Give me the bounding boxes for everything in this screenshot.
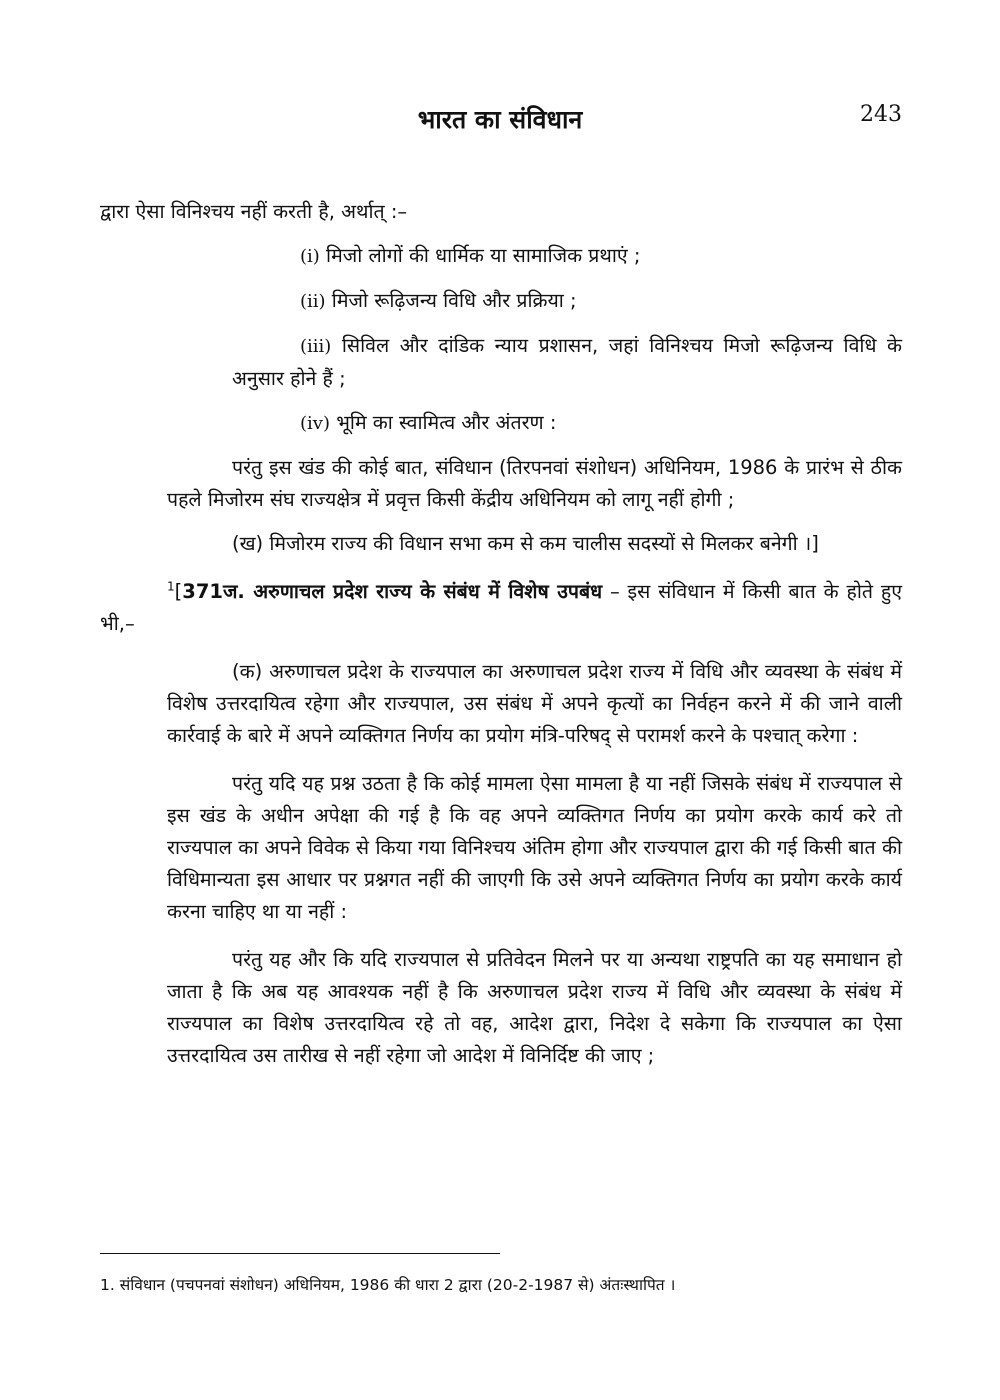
list-item-text: मिजो लोगों की धार्मिक या सामाजिक प्रथाएं ; xyxy=(326,244,641,267)
footnote: 1. संविधान (पचपनवां संशोधन) अधिनियम, 1986 की धारा 2 द्वारा (20-2-1987 से) अंतःस्थापित । xyxy=(100,1276,676,1294)
list-item-text: सिविल और दांडिक न्याय प्रशासन, जहां विनिश्चय मिजो रूढ़िजन्य विधि के अनुसार होने हैं ; xyxy=(232,334,902,390)
proviso-paragraph: परंतु इस खंड की कोई बात, संविधान (तिरपनवां संशोधन) अधिनियम, 1986 के प्रारंभ से ठीक पहले मिजोरम संघ राज्यक्षेत्र में प्रवृत्त किसी केंद्रीय अधिनियम को लागू नहीं होगी ; xyxy=(167,456,902,511)
list-item xyxy=(100,330,902,395)
section-heading: 371ज. अरुणाचल प्रदेश राज्य के संबंध में विशेष उपबंध xyxy=(182,580,603,603)
page-number: 243 xyxy=(860,102,902,127)
list-item-text: मिजो रूढ़िजन्य विधि और प्रक्रिया ; xyxy=(331,289,577,312)
page-body xyxy=(100,196,902,1072)
proviso-paragraph-2: परंतु यदि यह प्रश्न उठता है कि कोई मामला ऐसा मामला है या नहीं जिसके संबंध में राज्यपाल से इस खंड के अधीन अपेक्षा की गई है कि वह अपने व्यक्तिगत निर्णय का प्रयोग करके कार्य करे तो राज्यपाल का अपने विवेक से किया गया विनिश्चय अंतिम होगा और राज्यपाल द्वारा की गई किसी बात की विधिमान्यता इस आधार पर प्रश्नगत नहीं की जाएगी कि उसे अपने व्यक्तिगत निर्णय का प्रयोग करके कार्य करना चाहिए था या नहीं : xyxy=(167,772,902,923)
list-item-number: (i) xyxy=(300,246,320,267)
list-item-text: भूमि का स्वामित्व और अंतरण : xyxy=(336,411,557,434)
clause-b: (ख) मिजोरम राज्य की विधान सभा कम से कम चालीस सदस्यों से मिलकर बनेगी ।] xyxy=(232,532,819,555)
proviso-paragraph-3: परंतु यह और कि यदि राज्यपाल से प्रतिवेदन मिलने पर या अन्यथा राष्ट्रपति का यह समाधान हो जाता है कि अब यह आवश्यक नहीं है कि अरुणाचल प्रदेश राज्य में विधि और व्यवस्था के संबंध में राज्यपाल का विशेष उत्तरदायित्व रहे तो वह, आदेश द्वारा, निदेश दे सकेगा कि राज्यपाल का ऐसा उत्तरदायित्व उस तारीख से नहीं रहेगा जो आदेश में विनिर्दिष्ट की जाए ; xyxy=(167,948,902,1067)
footnote-ref: 1 xyxy=(167,579,175,594)
list-item xyxy=(100,285,902,318)
section-bracket: [ xyxy=(174,580,183,603)
section-371h xyxy=(100,576,902,640)
list-item xyxy=(100,240,902,273)
section-text: – इस संविधान में किसी बात के होते हुए भी,– xyxy=(100,580,902,635)
list-item-number: (iii) xyxy=(300,336,332,357)
list-item xyxy=(100,407,902,440)
footnote-divider xyxy=(100,1253,500,1254)
list-item-number: (ii) xyxy=(300,291,326,312)
clause-a: (क) अरुणाचल प्रदेश के राज्यपाल का अरुणाचल प्रदेश राज्य में विधि और व्यवस्था के संबंध में विशेष उत्तरदायित्व रहेगा और राज्यपाल, उस संबंध में अपने कृत्यों का निर्वहन करने में की जाने वाली कार्रवाई के बारे में अपने व्यक्तिगत निर्णय का प्रयोग मंत्रि-परिषद् से परामर्श करने के पश्चात् करेगा : xyxy=(167,660,902,747)
intro-line: द्वारा ऐसा विनिश्चय नहीं करती है, अर्थात् :– xyxy=(100,200,408,223)
list-item-number: (iv) xyxy=(300,413,330,434)
page-title: भारत का संविधान xyxy=(417,105,583,134)
